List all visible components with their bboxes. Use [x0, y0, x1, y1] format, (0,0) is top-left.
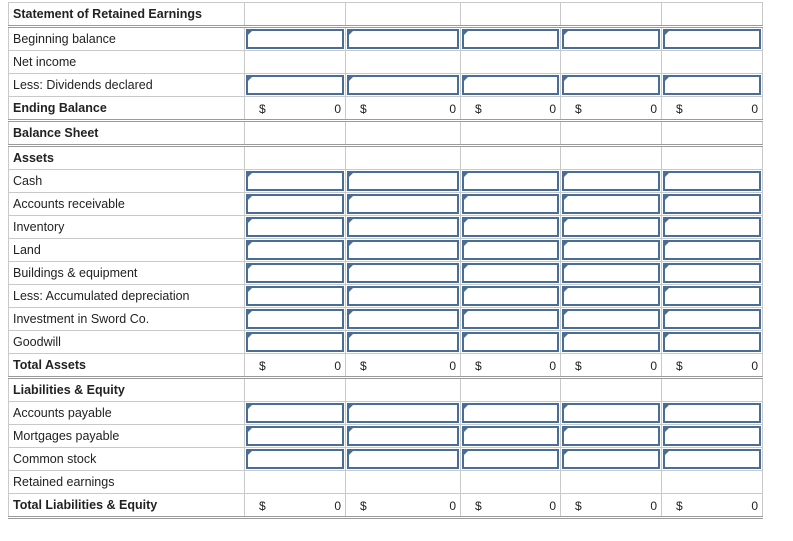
currency-symbol: $: [575, 359, 582, 373]
value-cell: [561, 193, 662, 216]
currency-symbol: $: [360, 102, 367, 116]
currency-symbol: $: [575, 102, 582, 116]
amount-input[interactable]: [462, 403, 559, 423]
row-label: Assets: [9, 146, 245, 170]
value-cell: [245, 425, 346, 448]
value-cell: [662, 285, 763, 308]
value-cell: [662, 3, 763, 27]
amount-input[interactable]: [562, 309, 660, 329]
row-label: Land: [9, 239, 245, 262]
value-cell: [561, 121, 662, 146]
value-cell: [245, 193, 346, 216]
table-row: [9, 402, 763, 425]
row-label: Accounts receivable: [9, 193, 245, 216]
currency-symbol: $: [676, 499, 683, 513]
value-cell: [245, 97, 346, 121]
amount-input[interactable]: [562, 263, 660, 283]
value-cell: [561, 378, 662, 402]
value-cell: [346, 331, 461, 354]
table-row: [9, 146, 763, 170]
value-cell: [561, 402, 662, 425]
value-cell: [662, 146, 763, 170]
value-cell: [662, 121, 763, 146]
table-row: [9, 448, 763, 471]
total-value: 0: [549, 359, 556, 373]
table-row: [9, 193, 763, 216]
amount-input[interactable]: [663, 286, 761, 306]
value-cell: [561, 448, 662, 471]
currency-symbol: $: [360, 359, 367, 373]
value-cell: [561, 27, 662, 51]
value-cell: [662, 494, 763, 518]
table-row: [9, 262, 763, 285]
row-label: Retained earnings: [9, 471, 245, 494]
currency-symbol: $: [475, 499, 482, 513]
row-label: Inventory: [9, 216, 245, 239]
value-cell: [561, 262, 662, 285]
amount-input[interactable]: [462, 29, 559, 49]
value-cell: [461, 51, 561, 74]
amount-input[interactable]: [663, 217, 761, 237]
amount-input[interactable]: [462, 332, 559, 352]
value-cell: [662, 239, 763, 262]
amount-input[interactable]: [347, 171, 459, 191]
currency-symbol: $: [475, 102, 482, 116]
amount-input[interactable]: [562, 29, 660, 49]
value-cell: [561, 51, 662, 74]
amount-input[interactable]: [462, 309, 559, 329]
amount-input[interactable]: [246, 75, 344, 95]
amount-input[interactable]: [462, 286, 559, 306]
value-cell: [245, 448, 346, 471]
value-cell: [461, 74, 561, 97]
value-cell: [346, 425, 461, 448]
amount-input[interactable]: [663, 332, 761, 352]
amount-input[interactable]: [246, 217, 344, 237]
amount-input[interactable]: [347, 426, 459, 446]
amount-input[interactable]: [663, 194, 761, 214]
value-cell: [461, 471, 561, 494]
value-cell: [662, 262, 763, 285]
value-cell: [245, 146, 346, 170]
value-cell: [346, 239, 461, 262]
value-cell: [461, 170, 561, 193]
value-cell: [245, 308, 346, 331]
row-label: Balance Sheet: [9, 121, 245, 146]
value-cell: [461, 308, 561, 331]
table-row: [9, 378, 763, 402]
amount-input[interactable]: [562, 332, 660, 352]
value-cell: [561, 471, 662, 494]
table-row: [9, 471, 763, 494]
amount-input[interactable]: [462, 426, 559, 446]
value-cell: [561, 425, 662, 448]
table-row: [9, 239, 763, 262]
amount-input[interactable]: [246, 263, 344, 283]
amount-input[interactable]: [246, 309, 344, 329]
value-cell: [245, 216, 346, 239]
value-cell: [245, 378, 346, 402]
value-cell: [245, 262, 346, 285]
value-cell: [461, 378, 561, 402]
amount-input[interactable]: [246, 29, 344, 49]
amount-input[interactable]: [562, 449, 660, 469]
worksheet-table: [8, 2, 763, 519]
amount-input[interactable]: [347, 75, 459, 95]
amount-input[interactable]: [347, 286, 459, 306]
value-cell: [245, 74, 346, 97]
value-cell: [561, 494, 662, 518]
total-value: 0: [650, 359, 657, 373]
amount-input[interactable]: [246, 286, 344, 306]
value-cell: [561, 239, 662, 262]
amount-input[interactable]: [663, 309, 761, 329]
total-value: 0: [751, 359, 758, 373]
value-cell: [662, 448, 763, 471]
value-cell: [461, 121, 561, 146]
value-cell: [245, 239, 346, 262]
currency-symbol: $: [259, 359, 266, 373]
amount-input[interactable]: [347, 449, 459, 469]
value-cell: [561, 331, 662, 354]
value-cell: [561, 97, 662, 121]
row-label: Total Assets: [9, 354, 245, 378]
worksheet-body: [9, 3, 763, 518]
row-label: Ending Balance: [9, 97, 245, 121]
amount-input[interactable]: [562, 240, 660, 260]
value-cell: [245, 471, 346, 494]
currency-symbol: $: [575, 499, 582, 513]
amount-input[interactable]: [246, 194, 344, 214]
value-cell: [346, 378, 461, 402]
table-row: [9, 51, 763, 74]
value-cell: [346, 74, 461, 97]
value-cell: [245, 402, 346, 425]
value-cell: [662, 331, 763, 354]
table-row: [9, 3, 763, 27]
amount-input[interactable]: [663, 75, 761, 95]
value-cell: [561, 74, 662, 97]
value-cell: [662, 193, 763, 216]
table-row: [9, 216, 763, 239]
row-label: Less: Accumulated depreciation: [9, 285, 245, 308]
amount-input[interactable]: [462, 449, 559, 469]
value-cell: [346, 170, 461, 193]
value-cell: [561, 170, 662, 193]
value-cell: [346, 308, 461, 331]
value-cell: [245, 51, 346, 74]
amount-input[interactable]: [347, 332, 459, 352]
amount-input[interactable]: [347, 309, 459, 329]
value-cell: [461, 354, 561, 378]
amount-input[interactable]: [663, 403, 761, 423]
amount-input[interactable]: [663, 449, 761, 469]
table-row: [9, 425, 763, 448]
table-row: [9, 97, 763, 121]
row-label: Total Liabilities & Equity: [9, 494, 245, 518]
amount-input[interactable]: [246, 426, 344, 446]
total-value: 0: [449, 359, 456, 373]
value-cell: [346, 448, 461, 471]
value-cell: [346, 285, 461, 308]
currency-symbol: $: [360, 499, 367, 513]
value-cell: [461, 425, 561, 448]
table-row: [9, 494, 763, 518]
value-cell: [461, 402, 561, 425]
currency-symbol: $: [676, 359, 683, 373]
value-cell: [461, 193, 561, 216]
amount-input[interactable]: [347, 29, 459, 49]
value-cell: [245, 494, 346, 518]
value-cell: [346, 27, 461, 51]
value-cell: [461, 448, 561, 471]
row-label: Accounts payable: [9, 402, 245, 425]
amount-input[interactable]: [462, 75, 559, 95]
value-cell: [662, 74, 763, 97]
currency-symbol: $: [676, 102, 683, 116]
total-value: 0: [334, 499, 341, 513]
amount-input[interactable]: [347, 240, 459, 260]
value-cell: [662, 170, 763, 193]
value-cell: [461, 239, 561, 262]
total-value: 0: [650, 102, 657, 116]
value-cell: [561, 308, 662, 331]
value-cell: [346, 262, 461, 285]
table-row: [9, 170, 763, 193]
row-label: Common stock: [9, 448, 245, 471]
amount-input[interactable]: [562, 217, 660, 237]
value-cell: [662, 402, 763, 425]
value-cell: [561, 354, 662, 378]
amount-input[interactable]: [347, 194, 459, 214]
value-cell: [346, 3, 461, 27]
value-cell: [245, 170, 346, 193]
value-cell: [245, 354, 346, 378]
total-value: 0: [650, 499, 657, 513]
amount-input[interactable]: [562, 286, 660, 306]
currency-symbol: $: [475, 359, 482, 373]
value-cell: [662, 354, 763, 378]
amount-input[interactable]: [246, 171, 344, 191]
row-label: Statement of Retained Earnings: [9, 3, 245, 27]
amount-input[interactable]: [562, 403, 660, 423]
value-cell: [461, 285, 561, 308]
value-cell: [662, 97, 763, 121]
value-cell: [662, 308, 763, 331]
amount-input[interactable]: [562, 171, 660, 191]
amount-input[interactable]: [663, 171, 761, 191]
value-cell: [346, 97, 461, 121]
value-cell: [245, 27, 346, 51]
value-cell: [245, 331, 346, 354]
amount-input[interactable]: [347, 403, 459, 423]
value-cell: [662, 471, 763, 494]
amount-input[interactable]: [462, 194, 559, 214]
total-value: 0: [549, 499, 556, 513]
row-label: Less: Dividends declared: [9, 74, 245, 97]
value-cell: [662, 51, 763, 74]
value-cell: [245, 3, 346, 27]
amount-input[interactable]: [246, 449, 344, 469]
amount-input[interactable]: [663, 426, 761, 446]
value-cell: [561, 3, 662, 27]
value-cell: [662, 216, 763, 239]
row-label: Net income: [9, 51, 245, 74]
row-label: Liabilities & Equity: [9, 378, 245, 402]
table-row: [9, 27, 763, 51]
total-value: 0: [751, 102, 758, 116]
value-cell: [346, 193, 461, 216]
value-cell: [561, 146, 662, 170]
amount-input[interactable]: [347, 263, 459, 283]
table-row: [9, 121, 763, 146]
total-value: 0: [334, 102, 341, 116]
value-cell: [346, 121, 461, 146]
row-label: Goodwill: [9, 331, 245, 354]
value-cell: [461, 146, 561, 170]
amount-input[interactable]: [462, 171, 559, 191]
amount-input[interactable]: [246, 403, 344, 423]
row-label: Buildings & equipment: [9, 262, 245, 285]
value-cell: [662, 425, 763, 448]
value-cell: [461, 27, 561, 51]
value-cell: [346, 494, 461, 518]
value-cell: [346, 354, 461, 378]
total-value: 0: [334, 359, 341, 373]
value-cell: [245, 121, 346, 146]
table-row: [9, 74, 763, 97]
amount-input[interactable]: [663, 29, 761, 49]
value-cell: [461, 494, 561, 518]
value-cell: [461, 262, 561, 285]
row-label: Investment in Sword Co.: [9, 308, 245, 331]
value-cell: [662, 378, 763, 402]
amount-input[interactable]: [462, 240, 559, 260]
table-row: [9, 285, 763, 308]
currency-symbol: $: [259, 499, 266, 513]
value-cell: [561, 285, 662, 308]
total-value: 0: [751, 499, 758, 513]
value-cell: [346, 146, 461, 170]
row-label: Cash: [9, 170, 245, 193]
value-cell: [461, 3, 561, 27]
amount-input[interactable]: [347, 217, 459, 237]
amount-input[interactable]: [246, 332, 344, 352]
amount-input[interactable]: [562, 426, 660, 446]
total-value: 0: [449, 102, 456, 116]
amount-input[interactable]: [663, 263, 761, 283]
value-cell: [346, 471, 461, 494]
value-cell: [662, 27, 763, 51]
value-cell: [461, 216, 561, 239]
amount-input[interactable]: [462, 217, 559, 237]
table-row: [9, 331, 763, 354]
value-cell: [461, 331, 561, 354]
row-label: Mortgages payable: [9, 425, 245, 448]
amount-input[interactable]: [246, 240, 344, 260]
value-cell: [245, 285, 346, 308]
row-label: Beginning balance: [9, 27, 245, 51]
currency-symbol: $: [259, 102, 266, 116]
total-value: 0: [549, 102, 556, 116]
table-row: [9, 354, 763, 378]
value-cell: [461, 97, 561, 121]
value-cell: [346, 51, 461, 74]
total-value: 0: [449, 499, 456, 513]
amount-input[interactable]: [562, 194, 660, 214]
value-cell: [346, 402, 461, 425]
table-row: [9, 308, 763, 331]
amount-input[interactable]: [462, 263, 559, 283]
amount-input[interactable]: [663, 240, 761, 260]
value-cell: [346, 216, 461, 239]
amount-input[interactable]: [562, 75, 660, 95]
value-cell: [561, 216, 662, 239]
